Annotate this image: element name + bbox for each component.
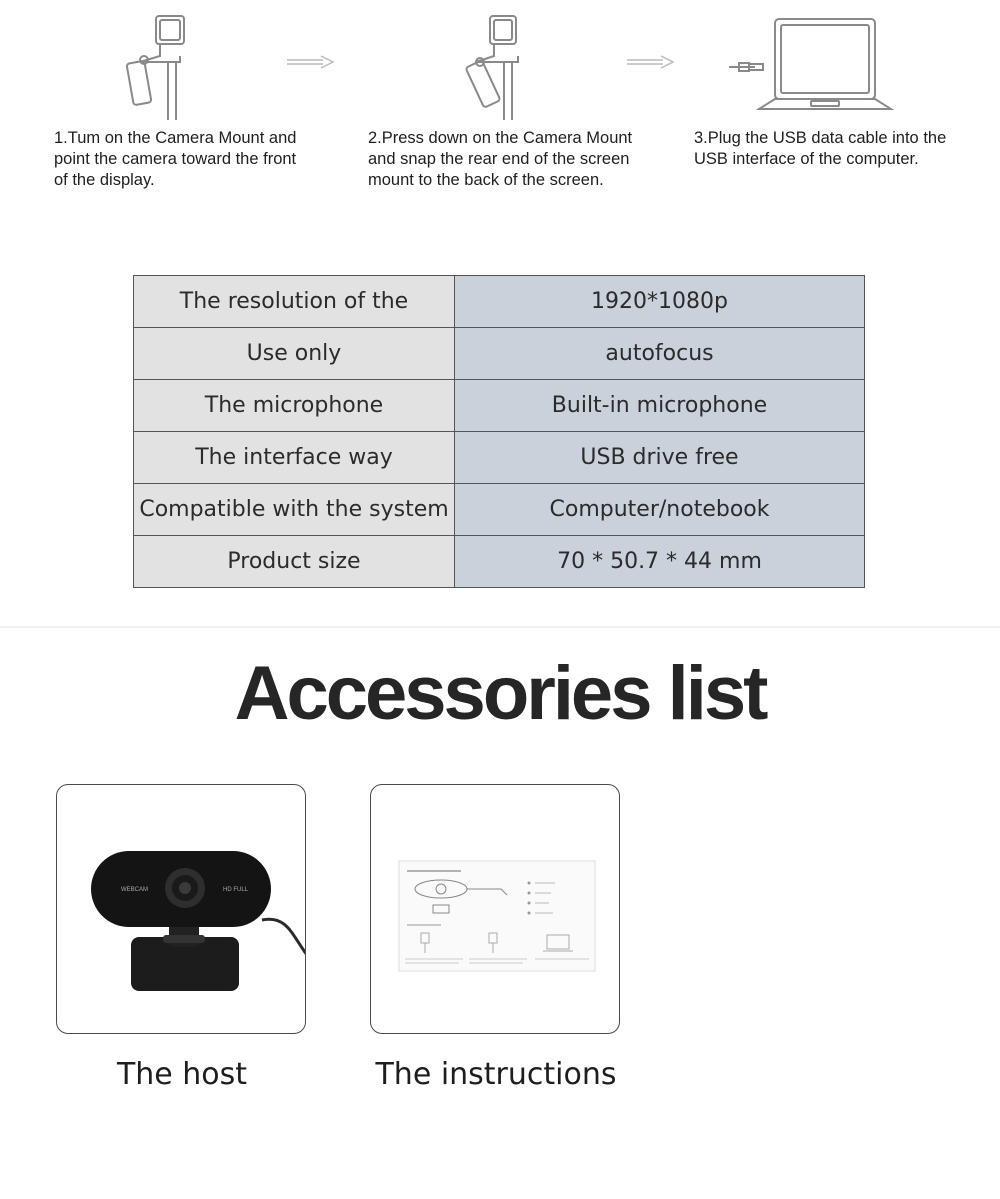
accessory-card-instructions — [370, 784, 620, 1034]
section-divider — [0, 626, 1000, 628]
spec-value: 1920*1080p — [455, 276, 865, 328]
step-1-text: 1.Tum on the Camera Mount and point the camera toward the front of the display. — [54, 129, 297, 189]
webcam-label-left: WEBCAM — [121, 887, 148, 893]
table-row — [134, 276, 865, 328]
step-3-laptop-illustration — [725, 15, 905, 115]
step-1-illustration — [120, 12, 200, 122]
spec-value: Built-in microphone — [455, 380, 865, 432]
table-row — [134, 328, 865, 380]
spec-label: Use only — [134, 328, 455, 380]
spec-label: The microphone — [134, 380, 455, 432]
spec-value: Computer/notebook — [455, 484, 865, 536]
spec-label: The resolution of the — [134, 276, 455, 328]
accessory-caption-host: The host — [116, 1057, 248, 1092]
table-row — [134, 432, 865, 484]
table-row — [134, 380, 865, 432]
webcam-label-right: HD FULL — [223, 887, 249, 893]
spec-label: Product size — [134, 536, 455, 588]
table-row — [134, 536, 865, 588]
arrow-right-icon — [285, 55, 335, 69]
arrow-right-icon — [625, 55, 675, 69]
section-heading: Accessories list — [234, 651, 766, 736]
step-3-text: 3.Plug the USB data cable into the USB interface of the computer. — [694, 129, 947, 168]
spec-value: USB drive free — [455, 432, 865, 484]
spec-label: The interface way — [134, 432, 455, 484]
accessory-caption-instructions: The instructions — [375, 1057, 617, 1092]
accessory-card-host — [56, 784, 306, 1034]
spec-value: autofocus — [455, 328, 865, 380]
spec-value: 70 * 50.7 * 44 mm — [455, 536, 865, 588]
spec-table — [133, 275, 865, 588]
step-2-text: 2.Press down on the Camera Mount and snap the rear end of the screen mount to the back of the screen. — [368, 129, 633, 189]
webcam-image — [57, 785, 306, 1034]
instructions-sheet-image — [371, 785, 620, 1034]
spec-label: Compatible with the system — [134, 484, 455, 536]
step-2-illustration — [460, 12, 540, 122]
table-row — [134, 484, 865, 536]
